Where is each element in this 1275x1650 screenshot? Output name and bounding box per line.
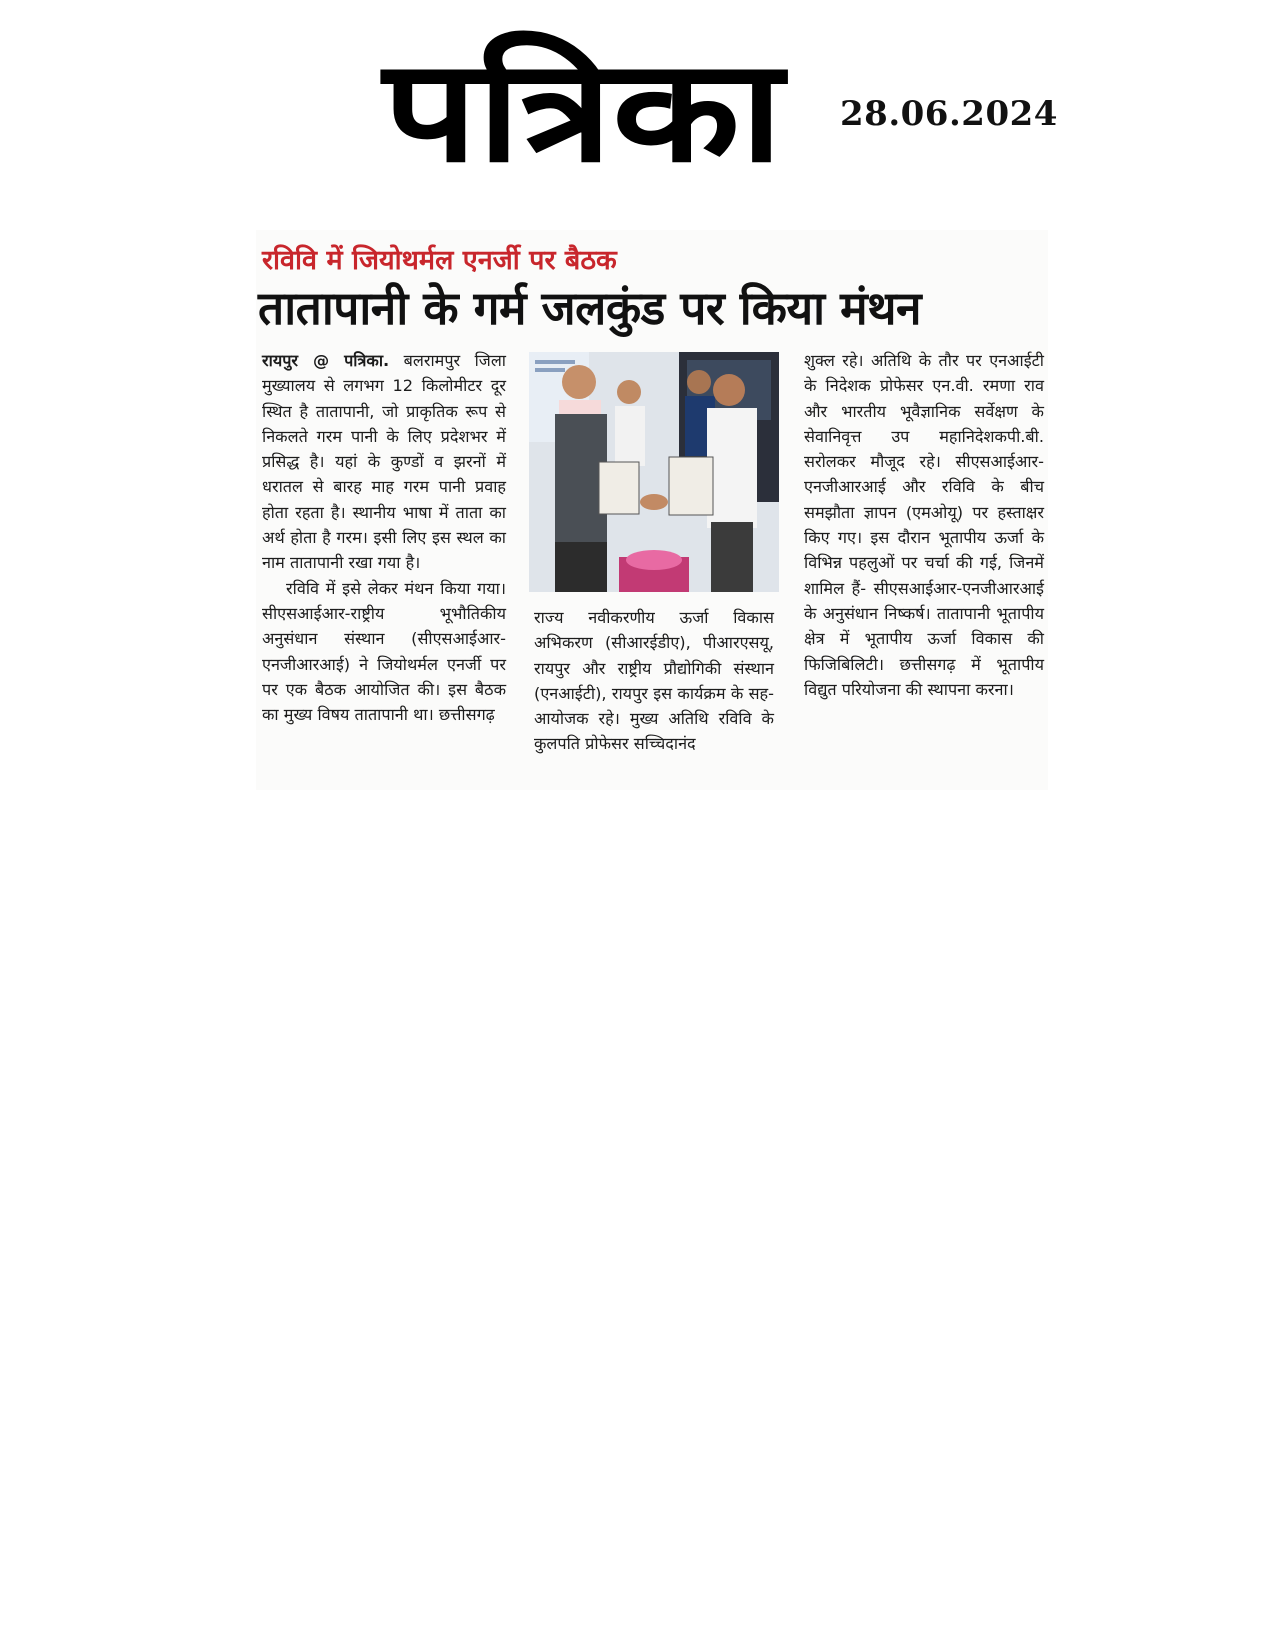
article-column-3: [804, 348, 1044, 702]
article-kicker: रविवि में जियोथर्मल एनर्जी पर बैठक: [262, 245, 617, 276]
column-1-paragraph-2: रविवि में इसे लेकर मंथन किया गया। सीएसआईआर-राष्ट्रीय भूभौतिकीय अनुसंधान संस्थान (सीएसआईआर-एनजीआरआई) ने जियोथर्मल एनर्जी पर पर एक बैठक आयोजित की। इस बैठक का मुख्य विषय तातापानी था। छत्तीसगढ़: [262, 578, 506, 725]
article-headline: तातापानी के गर्म जलकुंड पर किया मंथन: [258, 281, 922, 335]
column-1-paragraph-1: बलरामपुर जिला मुख्यालय से लगभग 12 किलोमीटर दूर स्थित है तातापानी, जो प्राकृतिक रूप से निकलते गरम पानी के लिए प्रदेशभर में प्रसिद्ध है। यहां के कुण्डों व झरनों में धरातल से बारह माह गरम पानी प्रवाह होता रहता है। स्थानीय भाषा में ताता का अर्थ होता है गरम। इसी लिए इस स्थल का नाम तातापानी रखा गया है।: [262, 351, 506, 573]
mou-signing-photo: [529, 352, 779, 592]
article-dateline: रायपुर @ पत्रिका.: [262, 351, 390, 370]
column-3-paragraph-1: शुक्ल रहे। अतिथि के तौर पर एनआईटी के निदेशक प्रोफेसर एन.वी. रमणा राव और भारतीय भूवैज्ञानिक सर्वेक्षण के सेवानिवृत्त उप महानिदेशकपी.बी. सरोलकर मौजूद रहे। सीएसआईआर-एनजीआरआई और रविवि के बीच समझौता ज्ञापन (एमओयू) पर हस्ताक्षर किए गए। इस दौरान भूतापीय ऊर्जा के विभिन्न पहलुओं पर चर्चा की गई, जिनमें शामिल हैं- सीएसआईआर-एनजीआरआई के अनुसंधान निष्कर्ष। तातापानी भूतापीय क्षेत्र में भूतापीय ऊर्जा विकास की फिजिबिलिटी। छत्तीसगढ़ में भूतापीय विद्युत परियोजना की स्थापना करना।: [804, 351, 1044, 699]
publication-date: 28.06.2024: [840, 94, 1058, 134]
article-photo: [529, 352, 779, 592]
column-2-paragraph-1: राज्य नवीकरणीय ऊर्जा विकास अभिकरण (सीआरईडीए), पीआरएसयू, रायपुर और राष्ट्रीय प्रौद्योगिकी संस्थान (एनआईटी), रायपुर इस कार्यक्रम के सह-आयोजक रहे। मुख्य अतिथि रविवि के कुलपति प्रोफेसर सच्चिदानंद: [534, 608, 774, 754]
article-column-2: [534, 605, 774, 757]
masthead-logo-graphic: [378, 30, 788, 180]
news-clipping: [256, 230, 1048, 790]
masthead-logo: [378, 30, 788, 180]
masthead-name: पत्रिका: [379, 30, 788, 180]
article-column-1: [262, 348, 506, 727]
